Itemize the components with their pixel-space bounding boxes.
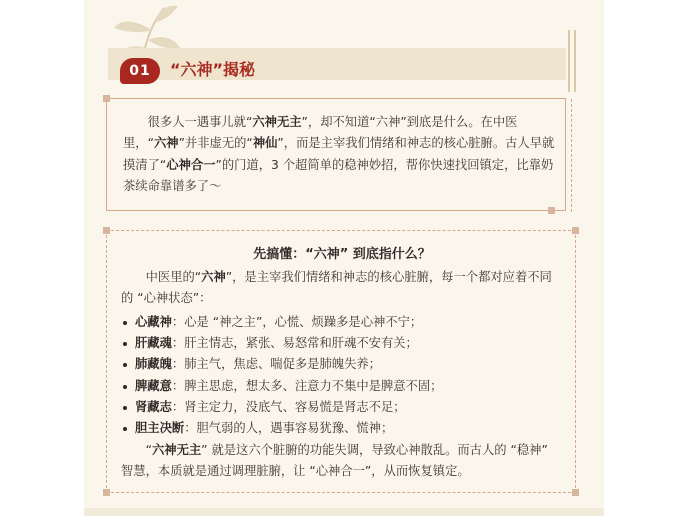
- corner-square-icon: [103, 227, 110, 234]
- six-spirits-list: [121, 312, 563, 439]
- corner-square-icon: [103, 95, 110, 102]
- box-heading: 先搞懂：“六神” 到底指什么？: [253, 247, 431, 262]
- section-title: “六神”揭秘: [170, 60, 256, 79]
- corner-square-icon: [572, 489, 579, 496]
- list-item: 肾藏志：肾主定力，没底气、容易慌是肾志不足；: [121, 397, 563, 418]
- list-item: 肝藏魂：肝主情志，紧张、易怒常和肝魂不安有关；: [121, 333, 563, 354]
- corner-square-icon: [572, 227, 579, 234]
- list-item: 脾藏意：脾主思虑，想太多、注意力不集中是脾意不固；: [121, 376, 563, 397]
- corner-square-icon: [548, 207, 555, 214]
- list-item: 心藏神：心是 “神之主”，心慌、烦躁多是心神不宁；: [121, 312, 563, 333]
- lead-paragraph: 中医里的“六神”，是主宰我们情绪和神志的核心脏腑，每一个都对应着不同的 “心神状态”：: [121, 270, 552, 305]
- list-item: 肺藏魄：肺主气，焦虑、喘促多是肺魄失养；: [121, 354, 563, 375]
- closing-paragraph: “六神无主” 就是这六个脏腑的功能失调，导致心神散乱。而古人的 “稳神” 智慧，本质就是通过调理脏腑，让 “心神合一”，从而恢复镇定。: [121, 443, 548, 479]
- corner-square-icon: [103, 489, 110, 496]
- six-spirits-box: [106, 230, 576, 493]
- article-card: [84, 0, 604, 516]
- intro-paragraph: 很多人一遇事儿就“六神无主”，却不知道“六神”到底是什么。在中医里，“六神”并非虚无的“神仙”，而是主宰我们情绪和神志的核心脏腑。古人早就摸清了“心神合一”的门道，3 个超简单的稳神妙招，帮你快速找回镇定，比靠奶茶续命靠谱多了～: [123, 115, 555, 194]
- dashed-rule: [571, 99, 579, 212]
- section-number-badge: 01: [120, 58, 160, 84]
- intro-box: [106, 98, 566, 211]
- list-item: 胆主决断：胆气弱的人，遇事容易犹豫、慌神；: [121, 418, 563, 439]
- header-rail-decoration: [568, 30, 578, 92]
- footer-strip: [84, 508, 604, 516]
